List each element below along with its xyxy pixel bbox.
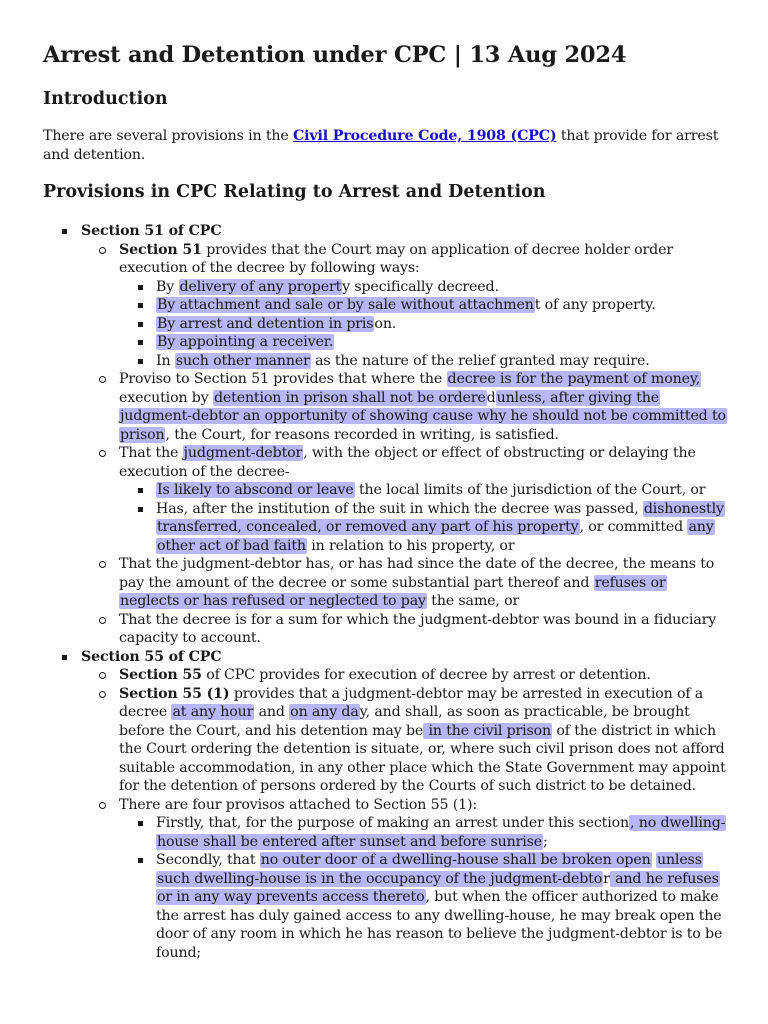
text: That the judgment-debtor has, or has had since the date of the decree, the means to pay the amount of the decree or some substantial part thereof and <box>119 556 715 591</box>
section-51-points <box>119 241 728 648</box>
highlight: in the civil prison <box>424 722 552 739</box>
text: , or committed <box>579 519 688 535</box>
bold-term: Section 51 <box>119 241 202 258</box>
intro-text: There are several provisions in the <box>43 128 293 144</box>
highlight: By arrest and detention in pris <box>157 315 374 332</box>
list-item <box>119 611 728 648</box>
list-item <box>156 352 728 371</box>
text: of CPC provides for execution of decree by arrest or detention. <box>201 667 651 683</box>
provisions-list <box>81 222 728 962</box>
text: , the Court, for reasons recorded in writing, is satisfied. <box>165 426 559 443</box>
text: on. <box>374 315 397 332</box>
section-heading-introduction: Introduction <box>43 89 168 109</box>
text: d <box>486 389 496 406</box>
section-55-heading: Section 55 of CPC <box>81 648 222 665</box>
highlight: unless such dwelling-house is in the occupancy of the judgment-debto <box>157 852 702 887</box>
list-item <box>119 241 728 371</box>
obstruction-conditions-list <box>156 481 728 555</box>
text: provides that the Court may on application of decree holder order execution of the decree by following ways: <box>119 241 673 276</box>
text: the local limits of the jurisdiction of the Court, or <box>354 482 706 498</box>
highlight: judgment-debtor <box>183 445 303 461</box>
highlight: delivery of any propert <box>179 278 342 295</box>
text: , with the object or effect of obstructing or delaying the execution of the decree- <box>119 445 696 480</box>
list-item-section-55 <box>81 648 728 963</box>
list-item <box>156 851 728 962</box>
highlight: and he refuses or in any way prevents access thereto <box>157 870 719 905</box>
text: That the decree is for a sum for which the judgment-debtor was bound in a fiduciary capacity to account. <box>119 611 717 646</box>
bold-term: Section 55 <box>119 667 202 683</box>
text: There are four provisos attached to Section 55 (1): <box>119 796 478 813</box>
text: in relation to his property, or <box>306 537 515 554</box>
list-item <box>156 296 728 315</box>
highlight: no outer door of a dwelling-house shall be broken open <box>260 852 651 868</box>
list-item <box>156 333 728 352</box>
text: Secondly, that <box>156 852 260 868</box>
highlight: unless, after giving the judgment-debtor an opportunity of showing cause why he should not be committed to prison <box>120 389 726 443</box>
text: That the <box>119 445 183 461</box>
highlight: By appointing a receiver. <box>157 334 334 350</box>
text: as the nature of the relief granted may require. <box>310 352 650 369</box>
bold-term: Section 55 (1) <box>119 685 230 702</box>
list-item <box>119 685 728 796</box>
highlight: any other act of bad faith <box>157 519 714 554</box>
text: y, and shall, as soon as practicable, be brought before the Court, and his detention may be <box>119 704 690 739</box>
list-item <box>156 500 728 556</box>
list-item <box>156 814 728 851</box>
provisos-list <box>156 814 728 962</box>
highlight: , no dwelling-house shall be entered after sunset and before sunrise <box>157 815 726 850</box>
text: In <box>156 352 175 369</box>
text: of the district in which the Court ordering the detention is situate, or, where such civil prison does not afford suitable accommodation, in any other place which the State Government may appoint for the detention of persons ordered by the Courts of such district to be detained. <box>119 722 726 794</box>
highlight: at any hour <box>172 704 254 720</box>
text: and <box>254 704 290 720</box>
section-51-heading: Section 51 of CPC <box>81 223 222 239</box>
text: r <box>603 870 610 887</box>
intro-text-end: that provide for arrest and detention. <box>43 128 719 163</box>
list-item <box>119 444 728 555</box>
text: ; <box>543 833 548 850</box>
list-item <box>156 315 728 334</box>
highlight: dishonestly transferred, concealed, or removed any part of his property <box>157 500 724 535</box>
text: Has, after the institution of the suit in which the decree was passed, <box>156 500 643 517</box>
highlight: Is likely to abscond or leave <box>157 482 354 498</box>
highlight: By attachment and sale or by sale without attachmen <box>157 297 534 313</box>
text: Proviso to Section 51 provides that where the <box>119 371 447 387</box>
page-title: Arrest and Detention under CPC | 13 Aug 2024 <box>43 42 627 68</box>
text: Firstly, that, for the purpose of making an arrest under this section <box>156 815 629 831</box>
highlight: on any da <box>290 704 359 720</box>
execution-ways-list <box>156 278 728 371</box>
text: the same, or <box>426 593 520 609</box>
list-item <box>119 796 728 963</box>
section-heading-provisions: Provisions in CPC Relating to Arrest and Detention <box>43 182 546 202</box>
list-item-section-51 <box>81 222 728 648</box>
text: , but when the officer authorized to make the arrest has duly gained access to any dwelling-house, he may break open the door of any room in which he has reason to believe the judgment-debtor is to be found; <box>156 889 723 961</box>
list-item <box>119 666 728 685</box>
text: provides that a judgment-debtor may be arrested in execution of a decree <box>119 685 704 720</box>
text: y specifically decreed. <box>342 278 499 295</box>
intro-paragraph <box>43 127 728 164</box>
text: By <box>156 278 179 295</box>
list-item <box>119 370 728 444</box>
highlight: decree is for the payment of money, <box>447 371 701 387</box>
list-item <box>156 481 728 500</box>
cpc-link[interactable]: Civil Procedure Code, 1908 (CPC) <box>292 128 557 144</box>
highlight: refuses or neglects or has refused or neglected to pay <box>120 574 666 609</box>
text: execution by <box>119 389 213 406</box>
highlight: detention in prison shall not be ordere <box>213 389 486 406</box>
section-55-points <box>119 666 728 962</box>
list-item <box>119 555 728 611</box>
highlight: such other manner <box>175 352 310 369</box>
list-item <box>156 278 728 297</box>
text: t of any property. <box>534 297 656 313</box>
